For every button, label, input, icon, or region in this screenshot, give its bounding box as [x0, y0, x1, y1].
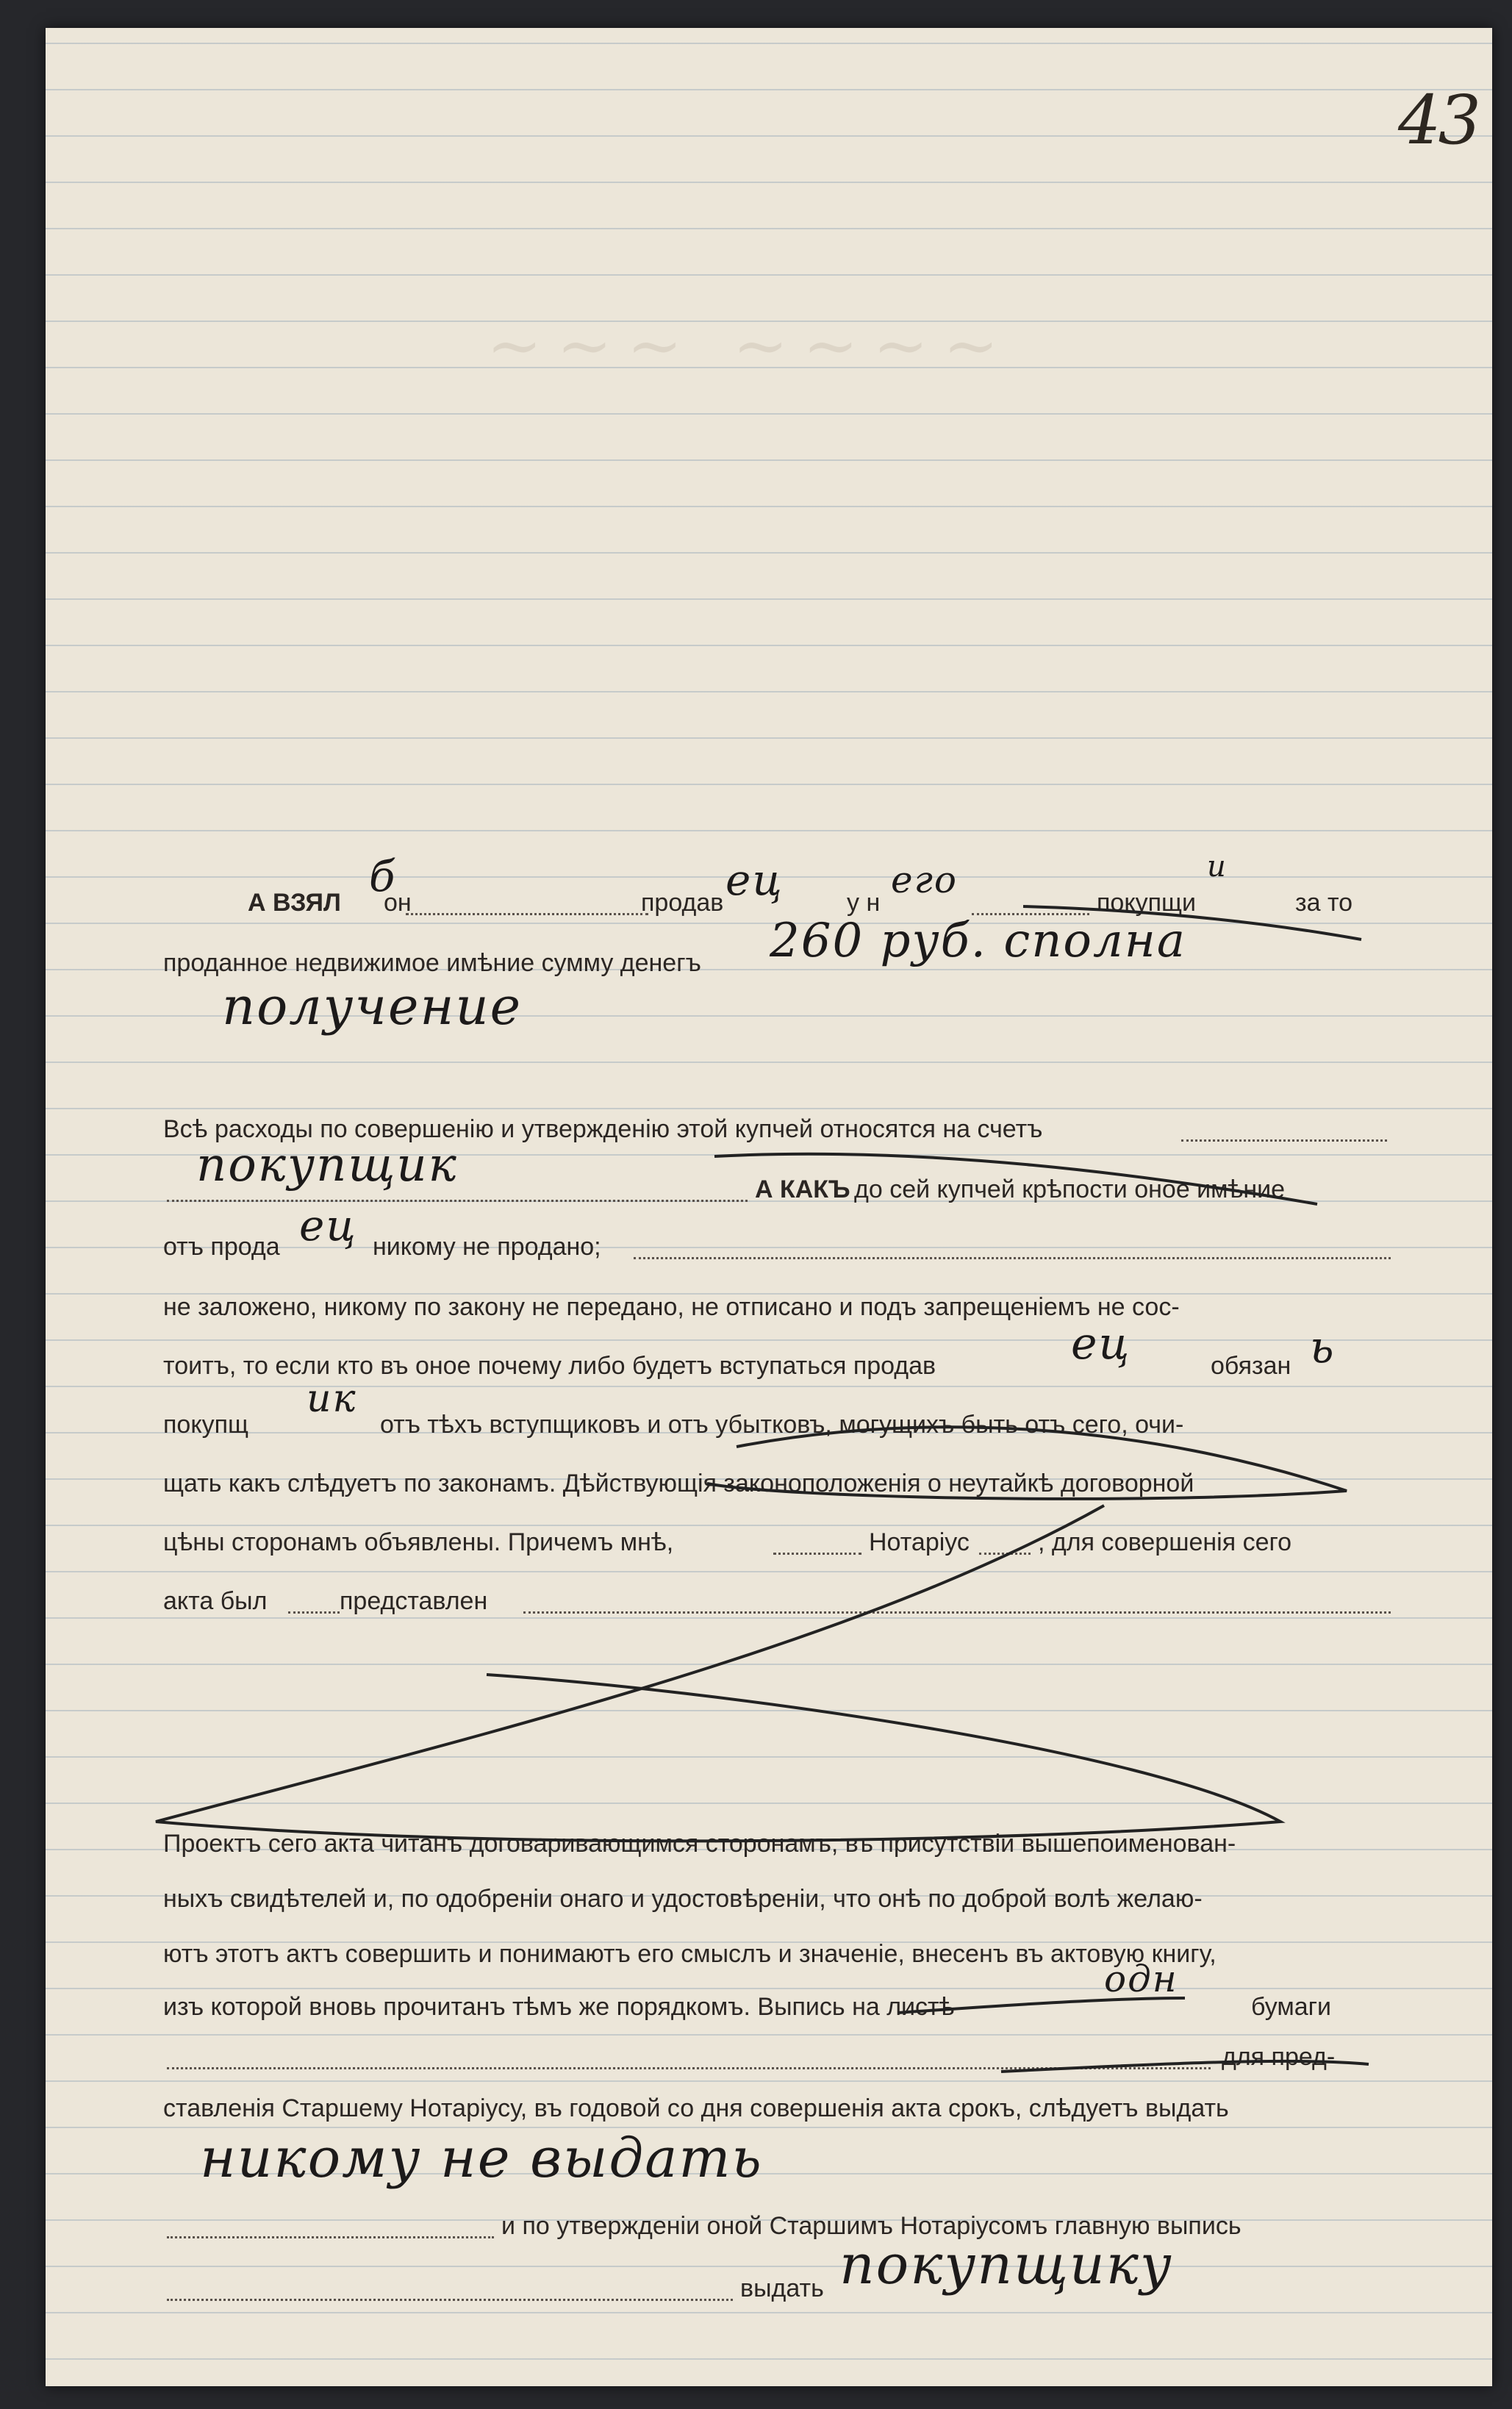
fill-line	[1181, 1137, 1387, 1142]
hw-issue2: покупщику	[839, 2233, 1173, 2297]
fill-line	[167, 2233, 494, 2238]
label-for: за то	[1295, 889, 1353, 917]
hw-buyer: ик	[307, 1377, 357, 1421]
text-witnesses: ныхъ свидѣтелей и, по одобреніи онаго и удостовѣреніи, что онѣ по доброй волѣ желаю-	[163, 1885, 1203, 1913]
label-price: цѣны сторонамъ объявлены. Причемъ мнѣ,	[163, 1528, 674, 1556]
line-notary	[46, 1520, 1492, 1564]
text-issue: выдать	[740, 2274, 824, 2302]
label-took: А ВЗЯЛ	[248, 889, 341, 917]
line-witnesses	[46, 1877, 1492, 1921]
label-expenses: Всѣ расходы по совершенію и утвержденію этой купчей относятся на счетъ	[163, 1115, 1043, 1143]
line-approval	[46, 2204, 1492, 2248]
line-obliged	[46, 1344, 1492, 1388]
line-issue	[46, 2266, 1492, 2310]
label-not-pledged: не заложено, никому по закону не передано, не отписано и подъ запрещеніемъ не сос-	[163, 1293, 1180, 1321]
label-buyer: покупщ	[163, 1411, 248, 1439]
line-not-pledged	[46, 1285, 1492, 1329]
fill-line	[167, 2296, 733, 2301]
label-buyer: покупщи	[1097, 889, 1196, 917]
fill-line	[167, 2064, 1211, 2069]
line-meaning	[46, 1932, 1492, 1976]
line-for-presentation	[46, 2035, 1492, 2079]
label-not-sold: никому не продано;	[373, 1233, 601, 1261]
line-sheet	[46, 1985, 1492, 2029]
hw-received: получение	[222, 976, 522, 1037]
fill-line	[406, 910, 648, 915]
hw-account: покупщик	[196, 1138, 458, 1192]
hw-sold: ец	[725, 855, 784, 905]
hw-sum: 260 руб. сполна	[770, 914, 1186, 968]
hw-suffix: его	[891, 859, 958, 901]
line-buyer-losses	[46, 1403, 1492, 1447]
label-he: он	[384, 889, 412, 917]
label-if-anyone: тоитъ, то если кто въ оное почему либо будетъ вступаться продав	[163, 1352, 936, 1380]
label-from: у н	[847, 889, 881, 917]
hw-issue1: никому не выдать	[200, 2127, 763, 2190]
text-approval: и по утвержденіи оной Старшимъ Нотаріусомъ главную выпись	[501, 2212, 1242, 2240]
text-meaning: ютъ этотъ актъ совершить и понимаютъ его смыслъ и значеніе, внесенъ въ актовую книгу,	[163, 1940, 1217, 1968]
hw-seller: ец	[299, 1200, 357, 1250]
text-senior-notary: ставленія Старшему Нотаріусу, въ годовой со дня совершенія акта срокъ, слѣдуетъ выдать	[163, 2094, 1229, 2122]
label-was: акта был	[163, 1587, 268, 1615]
line-presented	[46, 1579, 1492, 1623]
fill-line	[979, 1550, 1031, 1555]
label-notary: Нотаріус	[869, 1528, 970, 1556]
ink-bleed-through: ~~~ ~~~~	[487, 307, 1014, 384]
label-presented: представлен	[340, 1587, 488, 1615]
fill-line	[167, 1197, 748, 1202]
line-laws	[46, 1461, 1492, 1506]
fill-line	[634, 1254, 1391, 1259]
text-project: Проектъ сего акта читанъ договаривающимся сторонамъ, въ присутствіи вышепоименован-	[163, 1830, 1236, 1858]
fill-line	[288, 1608, 340, 1614]
page-number: 43	[1398, 81, 1479, 160]
text-sheet: изъ которой вновь прочитанъ тѣмъ же порядкомъ. Выпись на листѣ	[163, 1993, 955, 2021]
line-project	[46, 1822, 1492, 1866]
label-deed: до сей купчей крѣпости оное имѣние	[854, 1175, 1286, 1203]
label-sold: продав	[641, 889, 724, 917]
hw-obliged: ь	[1310, 1322, 1336, 1373]
document-page	[46, 28, 1492, 2386]
label-laws: щать какъ слѣдуетъ по законамъ. Дѣйствующія законоположенія о неутайкѣ договорной	[163, 1470, 1194, 1497]
line-not-sold	[46, 1225, 1492, 1269]
hw-seller2: ец	[1071, 1318, 1131, 1370]
hw-took: б	[369, 851, 397, 901]
label-sum: проданное недвижимое имѣние сумму денегъ	[163, 949, 701, 977]
label-losses: отъ тѣхъ вступщиковъ и отъ убытковъ, могущихъ быть отъ сего, очи-	[380, 1411, 1184, 1439]
text-paper: бумаги	[1251, 1993, 1332, 2021]
text-for-presentation: для пред-	[1222, 2043, 1336, 2071]
fill-line	[773, 1550, 861, 1555]
label-obliged: обязан	[1211, 1352, 1291, 1380]
label-for-deed: , для совершенія сего	[1038, 1528, 1292, 1556]
label-as: А КАКЪ	[755, 1175, 850, 1203]
label-from-seller: отъ прода	[163, 1233, 280, 1261]
hw-sheet: одн	[1104, 1958, 1178, 2000]
line-senior-notary	[46, 2086, 1492, 2130]
fill-line	[523, 1608, 1391, 1614]
hw-buyer-suffix: и	[1207, 850, 1228, 884]
